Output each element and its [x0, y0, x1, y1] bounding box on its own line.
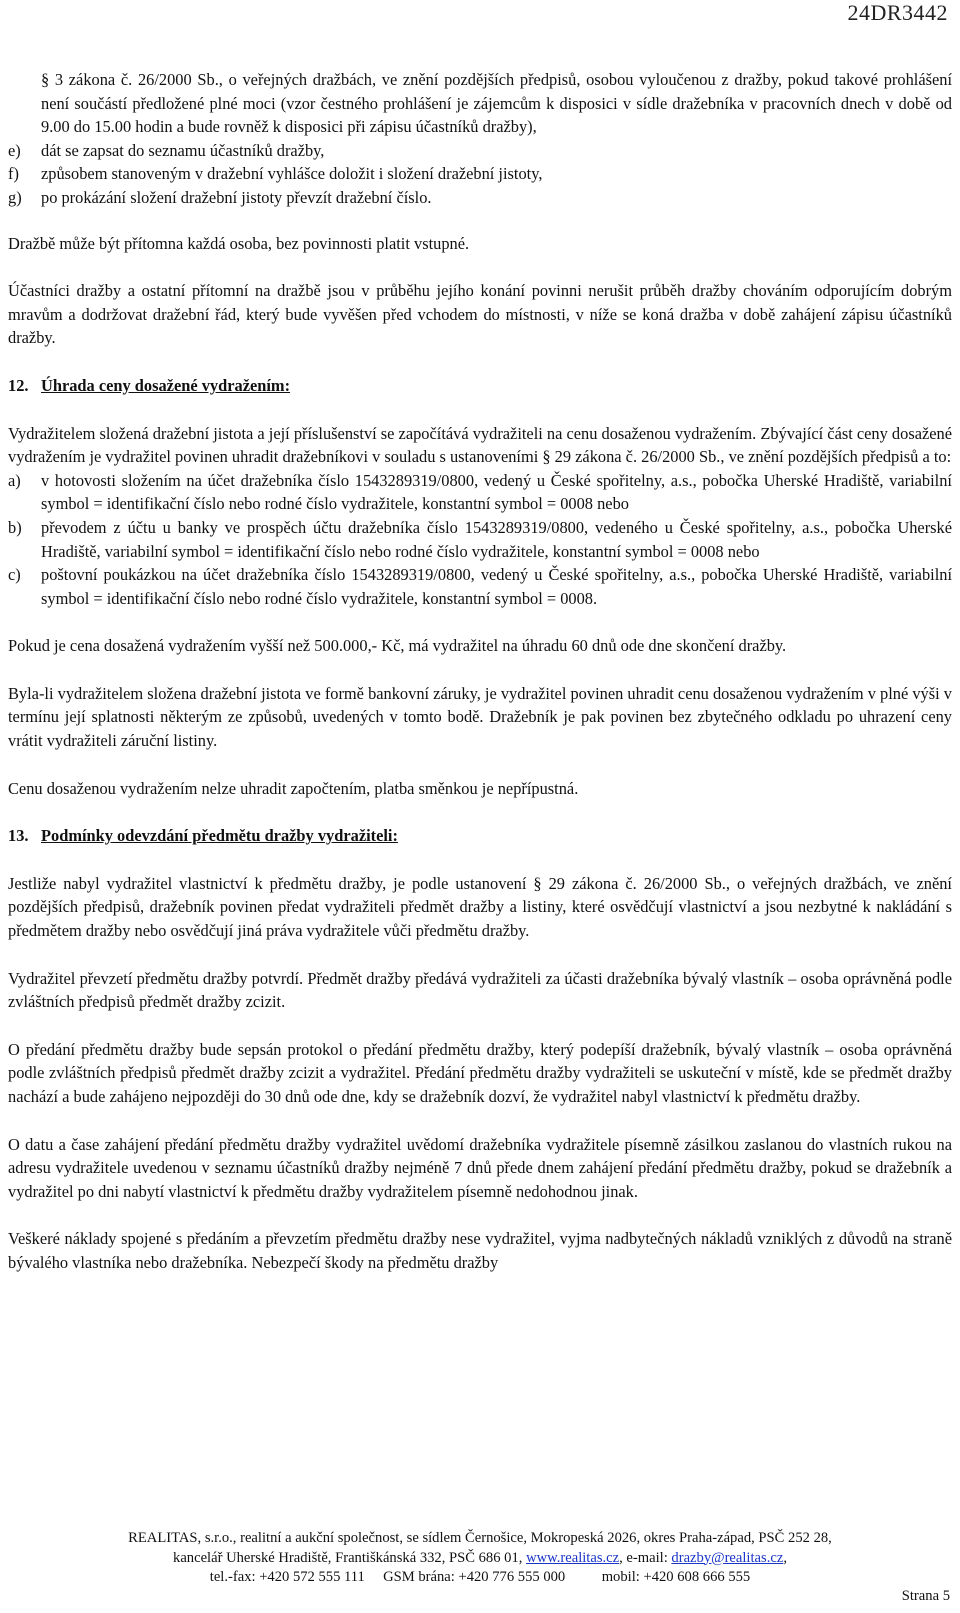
section-number: 13. [8, 826, 29, 846]
list-item-text: převodem z účtu u banky ve prospěch účtu dražebníka číslo 1543289319/0800, vedeného u České spořitelny, a.s., pobočka Uherské Hradiště, variabilní symbol = identifikační číslo nebo rodné číslo vydražitele, konstantní symbol = 0008 nebo [41, 517, 952, 561]
document-body [8, 68, 952, 1275]
paragraph: Veškeré náklady spojené s předáním a převzetím předmětu dražby nese vydražitel, vyjma nadbytečných nákladů vzniklých z důvodů na straně bývalého vlastníka nebo dražebníka. Nebezpečí škody na předmětu dražby [8, 1229, 952, 1272]
list-item [8, 516, 952, 563]
website-link[interactable]: www.realitas.cz [526, 1549, 620, 1566]
list-marker: a) [8, 470, 21, 490]
paragraph: Vydražitel převzetí předmětu dražby potvrdí. Předmět dražby předává vydražiteli za účasti dražebníka bývalý vlastník – osoba oprávněná podle zvláštních předpisů předmět dražby zcizit. [8, 968, 952, 1012]
list-item-text: dát se zapsat do seznamu účastníků dražby, [41, 140, 325, 160]
list-marker: f) [8, 164, 19, 184]
section-title: Podmínky odevzdání předmětu dražby vydražiteli: [41, 826, 398, 846]
email-link[interactable]: drazby@realitas.cz [671, 1549, 784, 1566]
section-heading-12 [8, 374, 952, 398]
document-code: 24DR3442 [847, 0, 948, 25]
section-title: Úhrada ceny dosažené vydražením: [41, 375, 291, 395]
list-item-text: v hotovosti složením na účet dražebníka číslo 1543289319/0800, vedený u České spořitelny, a.s., pobočka Uherské Hradiště, variabilní symbol = identifikační číslo nebo rodné číslo vydražitele, konstantní symbol = 0008 nebo [41, 470, 952, 514]
list-item [8, 469, 952, 516]
paragraph: Jestliže nabyl vydražitel vlastnictví k předmětu dražby, je podle ustanovení § 29 zákona č. 26/2000 Sb., o veřejných dražbách, ve znění pozdějších předpisů, dražebník povinen předat vydražiteli předmět dražby a listiny, které osvědčují vlastnictví a jsou nezbytné k nakládání s předmětem dražby nebo osvědčují jiná práva vydražitele vůči předmětu dražby. [8, 873, 952, 941]
paragraph: O datu a čase zahájení předání předmětu dražby vydražitel uvědomí dražebníka vydražitele písemně zásilkou zaslanou do vlastních rukou na adresu vydražitele uvedenou v seznamu účastníků dražby nejméně 7 dnů přede dnem zahájení předání předmětu dražby, pokud se dražebník a vydražitel po dni nabytí vlastnictví k předmětu dražby vydražitelem písemně nedohodnou jinak. [8, 1134, 952, 1201]
continuation-paragraph: § 3 zákona č. 26/2000 Sb., o veřejných dražbách, ve znění pozdějších předpisů, osobou vyloučenou z dražby, pokud takové prohlášení není součástí předložené plné moci (vzor čestného prohlášení je zájemcům k disposici v sídle dražebníka v pracovních dnech v době od 9.00 do 15.00 hodin a bude rovněž k disposici při zápisu účastníků dražby), [41, 70, 952, 137]
footer-office-text: kancelář Uherské Hradiště, Františkánská 332, PSČ 686 01, [173, 1549, 523, 1566]
list-item [8, 563, 952, 610]
list-marker: g) [8, 187, 22, 207]
list-marker: e) [8, 140, 21, 160]
list-item [8, 186, 952, 210]
paragraph: Vydražitelem složená dražební jistota a její příslušenství se započítává vydražiteli na cenu dosaženou vydražením. Zbývající část ceny dosažené vydražením je vydražitel povinen uhradit dražebníkovi v souladu s ustanoveními § 29 zákona č. 26/2000 Sb., ve znění pozdějších předpisů a to: [8, 423, 952, 467]
footer-company-line: REALITAS, s.r.o., realitní a aukční společnost, se sídlem Černošice, Mokropeská 2026, okres Praha-západ, PSČ 252 28, [128, 1530, 832, 1546]
list-item-text: poštovní poukázkou na účet dražebníka číslo 1543289319/0800, vedený u České spořitelny, a.s., pobočka Uherské Hradiště, variabilní symbol = identifikační číslo nebo rodné číslo vydražitele, konstantní symbol = 0008. [41, 565, 952, 608]
paragraph: Byla-li vydražitelem složena dražební jistota ve formě bankovní záruky, je vydražitel povinen uhradit cenu dosaženou vydražením v plné výši v termínu její splatnosti některým ze způsobů, uvedených v tomto bodě. Dražebník je pak povinen bez zbytečného odkladu po uhrazení ceny vrátit vydražiteli záruční listiny. [8, 683, 952, 751]
list-marker: c) [8, 565, 21, 585]
page-footer [0, 1529, 960, 1588]
list-item [8, 162, 952, 186]
paragraph: Dražbě může být přítomna každá osoba, bez povinnosti platit vstupné. [8, 233, 470, 253]
list-item-text: způsobem stanoveným v dražební vyhlášce doložit i složení dražební jistoty, [41, 164, 543, 184]
list-item-text: po prokázání složení dražební jistoty převzít dražební číslo. [41, 187, 432, 207]
paragraph: Cenu dosaženou vydražením nelze uhradit započtením, platba směnkou je nepřípustná. [8, 778, 579, 798]
list-item [8, 139, 952, 163]
list-marker: b) [8, 517, 22, 537]
section-heading-13 [8, 824, 952, 848]
footer-office-line [0, 1549, 960, 1569]
section-number: 12. [8, 375, 29, 395]
footer-contacts-line: tel.-fax: +420 572 555 111 GSM brána: +420 776 555 000 mobil: +420 608 666 555 [209, 1569, 751, 1586]
footer-email-label: , e-mail: [619, 1549, 668, 1566]
paragraph: Pokud je cena dosažená vydražením vyšší než 500.000,- Kč, má vydražitel na úhradu 60 dnů ode dne skončení dražby. [8, 636, 787, 656]
page-number: Strana 5 [901, 1588, 950, 1604]
footer-comma: , [783, 1549, 787, 1566]
paragraph: Účastníci dražby a ostatní přítomní na dražbě jsou v průběhu jejího konání povinni nerušit průběh dražby chováním odporujícím dobrým mravům a dodržovat dražební řád, který bude vyvěšen před vchodem do místnosti, v níže se koná dražba v době zahájení zápisu účastníků dražby. [8, 281, 952, 348]
paragraph: O předání předmětu dražby bude sepsán protokol o předání předmětu dražby, který podepíší dražebník, bývalý vlastník – osoba oprávněná podle zvláštních předpisů předmět dražby zcizit a vydražitel. Předání předmětu dražby vydražiteli se uskuteční v místě, kde se předmět dražby nachází a bude zahájeno nejpozději do 30 dnů ode dne, kdy se dražebník dozví, že vydražitel nabyl vlastnictví k předmětu dražby. [8, 1039, 952, 1106]
